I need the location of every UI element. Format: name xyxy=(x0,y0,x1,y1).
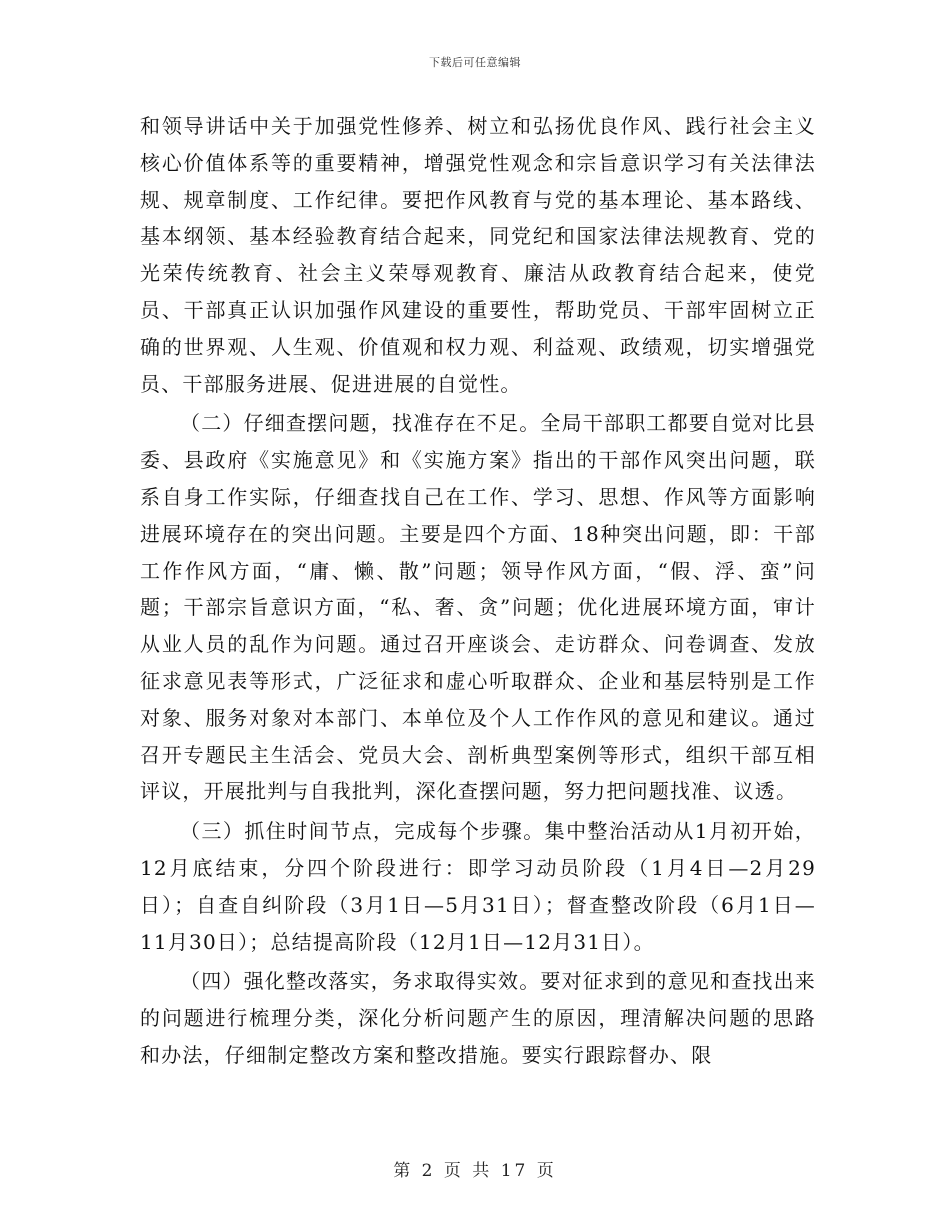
paragraph-section-2: （二）仔细查摆问题，找准存在不足。全局干部职工都要自觉对比县委、县政府《实施意见》和《实施方案》指出的干部作风突出问题，联系自身工作实际，仔细查找自己在工作、学习、思想、作风等方面影响进展环境存在的突出问题。主要是四个方面、18种突出问题，即：干部工作作风方面，“庸、懒、散”问题；领导作风方面，“假、浮、蛮”问题；干部宗旨意识方面，“私、奢、贪”问题；优化进展环境方面，审计从业人员的乱作为问题。通过召开座谈会、走访群众、问卷调查、发放征求意见表等形式，广泛征求和虚心听取群众、企业和基层特别是工作对象、服务对象对本部门、本单位及个人工作作风的意见和建议。通过召开专题民主生活会、党员大会、剖析典型案例等形式，组织干部互相评议，开展批判与自我批判，深化查摆问题，努力把问题找准、议透。 xyxy=(140,411,816,804)
document-body xyxy=(140,108,816,1077)
page-header: 下载后可任意编辑 xyxy=(429,56,521,69)
paragraph-section-4: （四）强化整改落实，务求取得实效。要对征求到的意见和查找出来的问题进行梳理分类，深化分析问题产生的原因，理清解决问题的思路和办法，仔细制定整改方案和整改措施。要实行跟踪督办、限 xyxy=(140,969,816,1067)
page-number: 第 2 页 共 17 页 xyxy=(393,1161,557,1181)
paragraph-continuation: 和领导讲话中关于加强党性修养、树立和弘扬优良作风、践行社会主义核心价值体系等的重要精神，增强党性观念和宗旨意识学习有关法律法规、规章制度、工作纪律。要把作风教育与党的基本理论、基本路线、基本纲领、基本经验教育结合起来，同党纪和国家法律法规教育、党的光荣传统教育、社会主义荣辱观教育、廉洁从政教育结合起来，使党员、干部真正认识加强作风建设的重要性，帮助党员、干部牢固树立正确的世界观、人生观、价值观和权力观、利益观、政绩观，切实增强党员、干部服务进展、促进进展的自觉性。 xyxy=(140,114,816,396)
paragraph-section-3: （三）抓住时间节点，完成每个步骤。集中整治活动从1月初开始，12月底结束，分四个阶段进行：即学习动员阶段（1月4日—2月29日）；自查自纠阶段（3月1日—5月31日）；督查整改阶段（6月1日—11月30日）；总结提高阶段（12月1日—12月31日）。 xyxy=(140,819,816,954)
